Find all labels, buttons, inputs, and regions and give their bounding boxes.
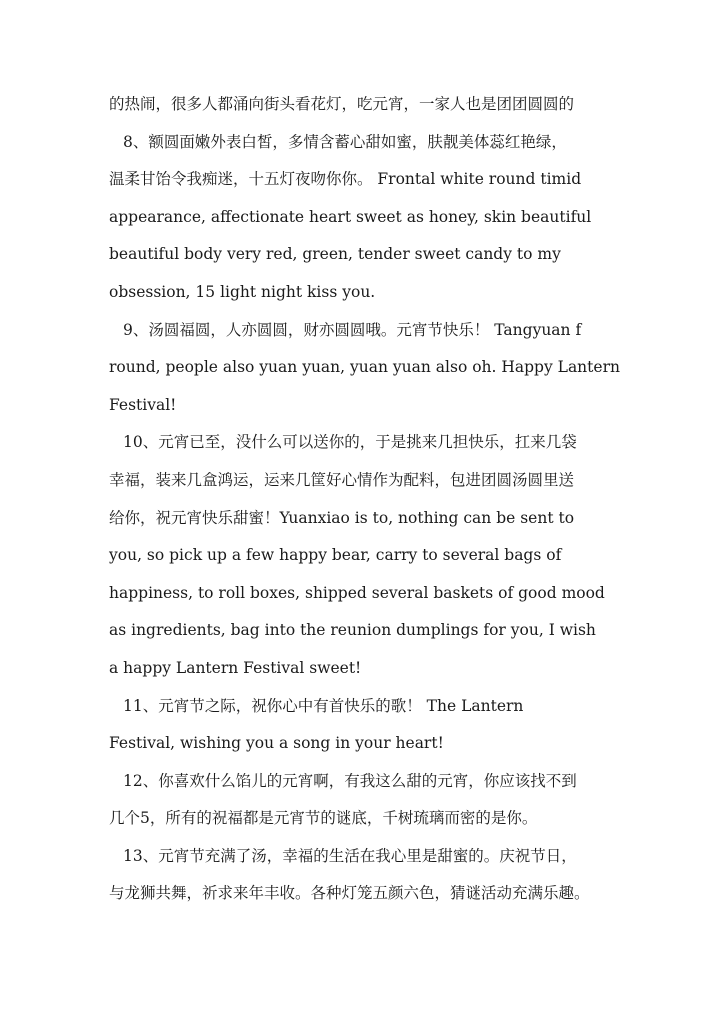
text-line: 温柔甘饴令我痴迷，十五灯夜吻你你。 Frontal white round timid — [109, 170, 582, 189]
text-line: 几个5，所有的祝福都是元宵节的谜底，千树琉璃而密的是你。 — [109, 809, 538, 828]
text-line: 幸福，装来几盒鸿运，运来几筐好心情作为配料，包进团圆汤圆里送 — [109, 470, 575, 489]
body-text — [109, 86, 619, 913]
text-line: 13、元宵节充满了汤，幸福的生活在我心里是甜蜜的。庆祝节日， — [123, 846, 577, 865]
text-line: round, people also yuan yuan, yuan yuan also oh. Happy Lantern — [109, 358, 620, 377]
text-line: 8、额圆面嫩外表白皙，多情含蓄心甜如蜜，肤靓美体蕊红艳绿， — [123, 132, 567, 151]
text-line: 10、元宵已至，没什么可以送你的，于是挑来几担快乐，扛来几袋 — [123, 433, 577, 452]
text-line: 9、汤圆福圆，人亦圆圆，财亦圆圆哦。元宵节快乐！ Tangyuan f — [123, 320, 582, 339]
text-line: Festival, wishing you a song in your heart! — [109, 734, 444, 753]
text-line: 的热闹，很多人都涌向街头看花灯，吃元宵，一家人也是团团圆圆的 — [109, 95, 575, 113]
text-line: you, so pick up a few happy bear, carry to several bags of — [109, 546, 562, 565]
text-line: appearance, affectionate heart sweet as honey, skin beautiful — [109, 207, 592, 226]
text-line: beautiful body very red, green, tender sweet candy to my — [109, 245, 561, 264]
text-line: 给你，祝元宵快乐甜蜜！Yuanxiao is to, nothing can be sent to — [109, 508, 575, 527]
text-line: happiness, to roll boxes, shipped several baskets of good mood — [109, 583, 605, 602]
text-line: a happy Lantern Festival sweet! — [109, 658, 362, 677]
text-line: 与龙狮共舞，祈求来年丰收。各种灯笼五颜六色，猜谜活动充满乐趣。 — [109, 884, 590, 903]
text-line: 12、你喜欢什么馅儿的元宵啊，有我这么甜的元宵，你应该找不到 — [123, 771, 577, 790]
text-line: Festival! — [109, 395, 177, 414]
text-line: 11、元宵节之际，祝你心中有首快乐的歌！ The Lantern — [123, 696, 524, 715]
text-line: obsession, 15 light night kiss you. — [109, 282, 376, 301]
text-line: as ingredients, bag into the reunion dumplings for you, I wish — [109, 621, 596, 640]
